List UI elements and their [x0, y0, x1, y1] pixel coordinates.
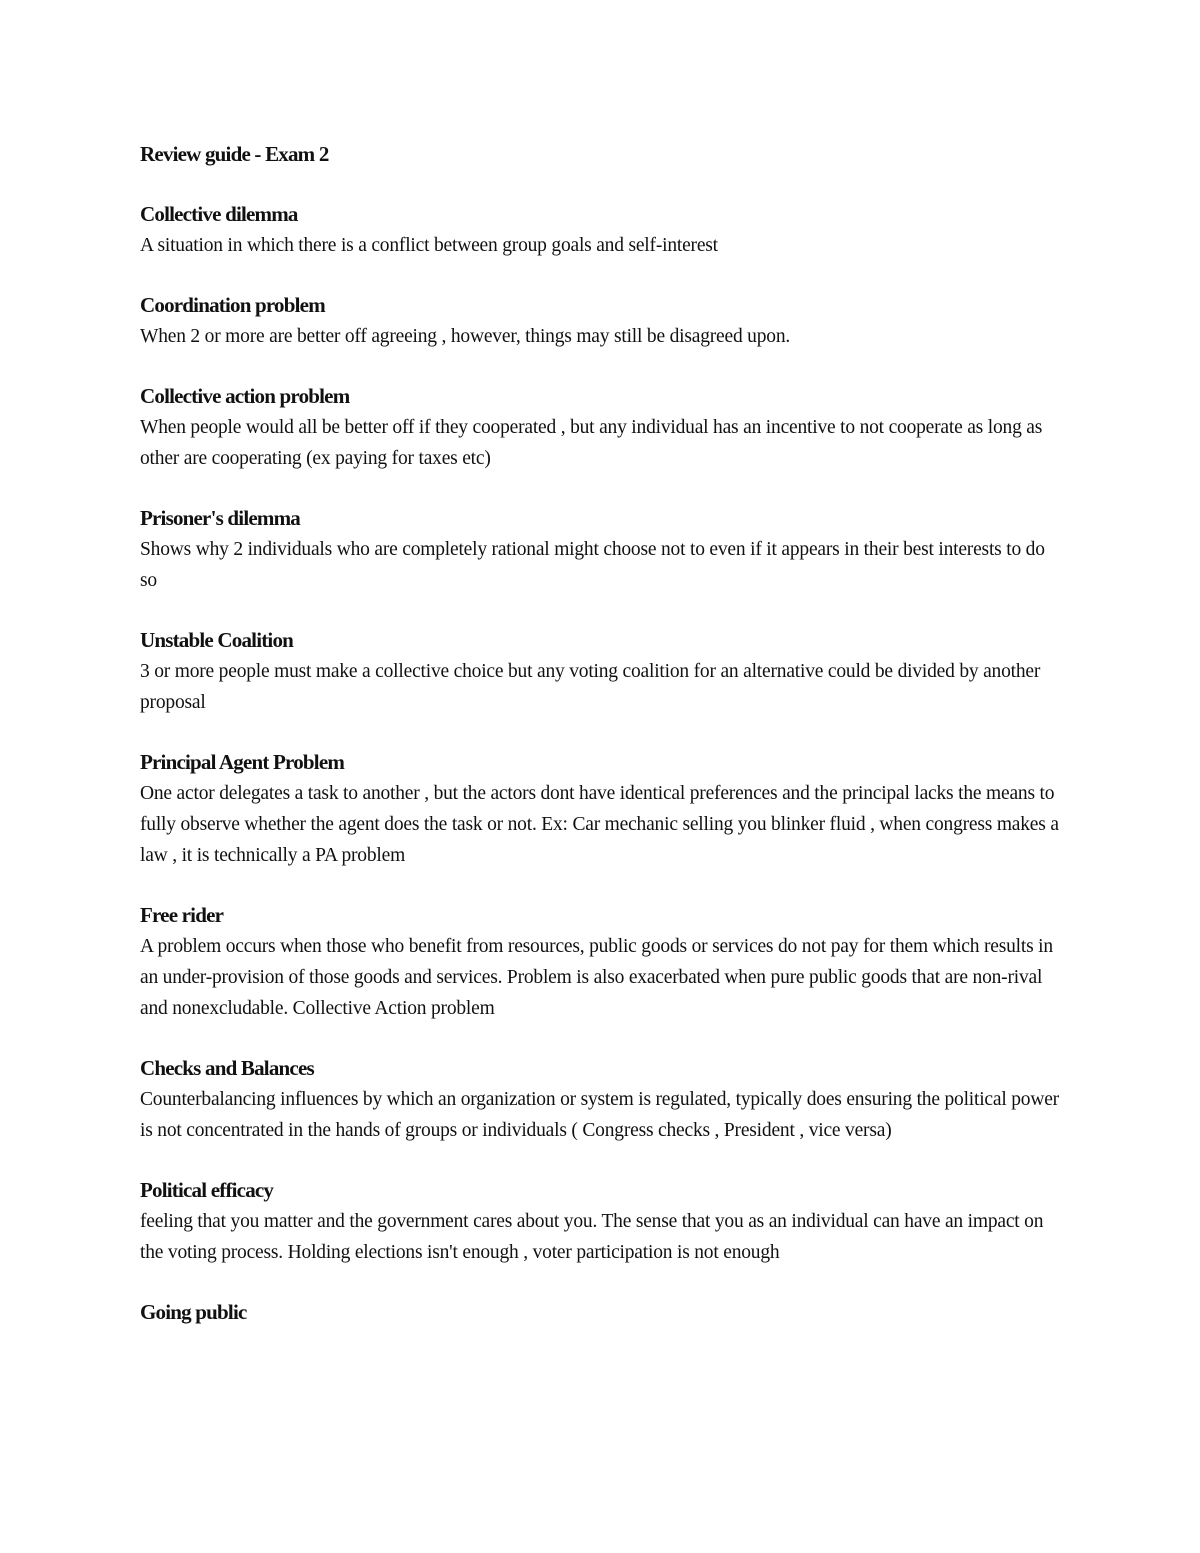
- term-heading: Political efficacy: [140, 1178, 274, 1202]
- glossary-entry: [140, 624, 1060, 718]
- glossary-entry: [140, 1052, 1060, 1146]
- term-definition: feeling that you matter and the government cares about you. The sense that you as an individual can have an impact on the voting process. Holding elections isn't enough , voter participation is not enough: [140, 1211, 1044, 1263]
- term-heading: Prisoner's dilemma: [140, 506, 300, 530]
- document-content: [140, 138, 1060, 1328]
- term-definition: Shows why 2 individuals who are completely rational might choose not to even if it appears in their best interests to do so: [140, 539, 1045, 591]
- glossary-entry: [140, 380, 1060, 474]
- term-definition: A problem occurs when those who benefit from resources, public goods or services do not pay for them which results in an under-provision of those goods and services. Problem is also exacerbated when pure public goods that are non-rival and nonexcludable. Collective Action problem: [140, 936, 1053, 1019]
- term-heading: Principal Agent Problem: [140, 750, 345, 774]
- glossary-entry: [140, 1296, 1060, 1328]
- glossary-entry: [140, 289, 1060, 352]
- term-definition: Counterbalancing influences by which an organization or system is regulated, typically does ensuring the political power is not concentrated in the hands of groups or individuals ( Congress checks , President , vice versa): [140, 1089, 1059, 1141]
- term-definition: When people would all be better off if they cooperated , but any individual has an incentive to not cooperate as long as other are cooperating (ex paying for taxes etc): [140, 417, 1043, 469]
- term-heading: Checks and Balances: [140, 1056, 314, 1080]
- term-heading: Coordination problem: [140, 293, 325, 317]
- glossary-entry: [140, 502, 1060, 596]
- term-definition: When 2 or more are better off agreeing , however, things may still be disagreed upon.: [140, 326, 791, 347]
- term-heading: Collective action problem: [140, 384, 350, 408]
- glossary-entry: [140, 198, 1060, 261]
- document-title: Review guide - Exam 2: [140, 142, 329, 166]
- term-definition: 3 or more people must make a collective choice but any voting coalition for an alternative could be divided by another proposal: [140, 661, 1041, 713]
- term-definition: A situation in which there is a conflict between group goals and self-interest: [140, 235, 718, 256]
- term-definition: One actor delegates a task to another , but the actors dont have identical preferences and the principal lacks the means to fully observe whether the agent does the task or not. Ex: Car mechanic selling you blinker fluid , when congress makes a law , it is technically a PA problem: [140, 783, 1059, 866]
- glossary-entry: [140, 746, 1060, 871]
- term-heading: Unstable Coalition: [140, 628, 294, 652]
- glossary-entry: [140, 899, 1060, 1024]
- term-heading: Free rider: [140, 903, 224, 927]
- term-heading: Going public: [140, 1300, 247, 1324]
- term-heading: Collective dilemma: [140, 202, 298, 226]
- glossary-entry: [140, 1174, 1060, 1268]
